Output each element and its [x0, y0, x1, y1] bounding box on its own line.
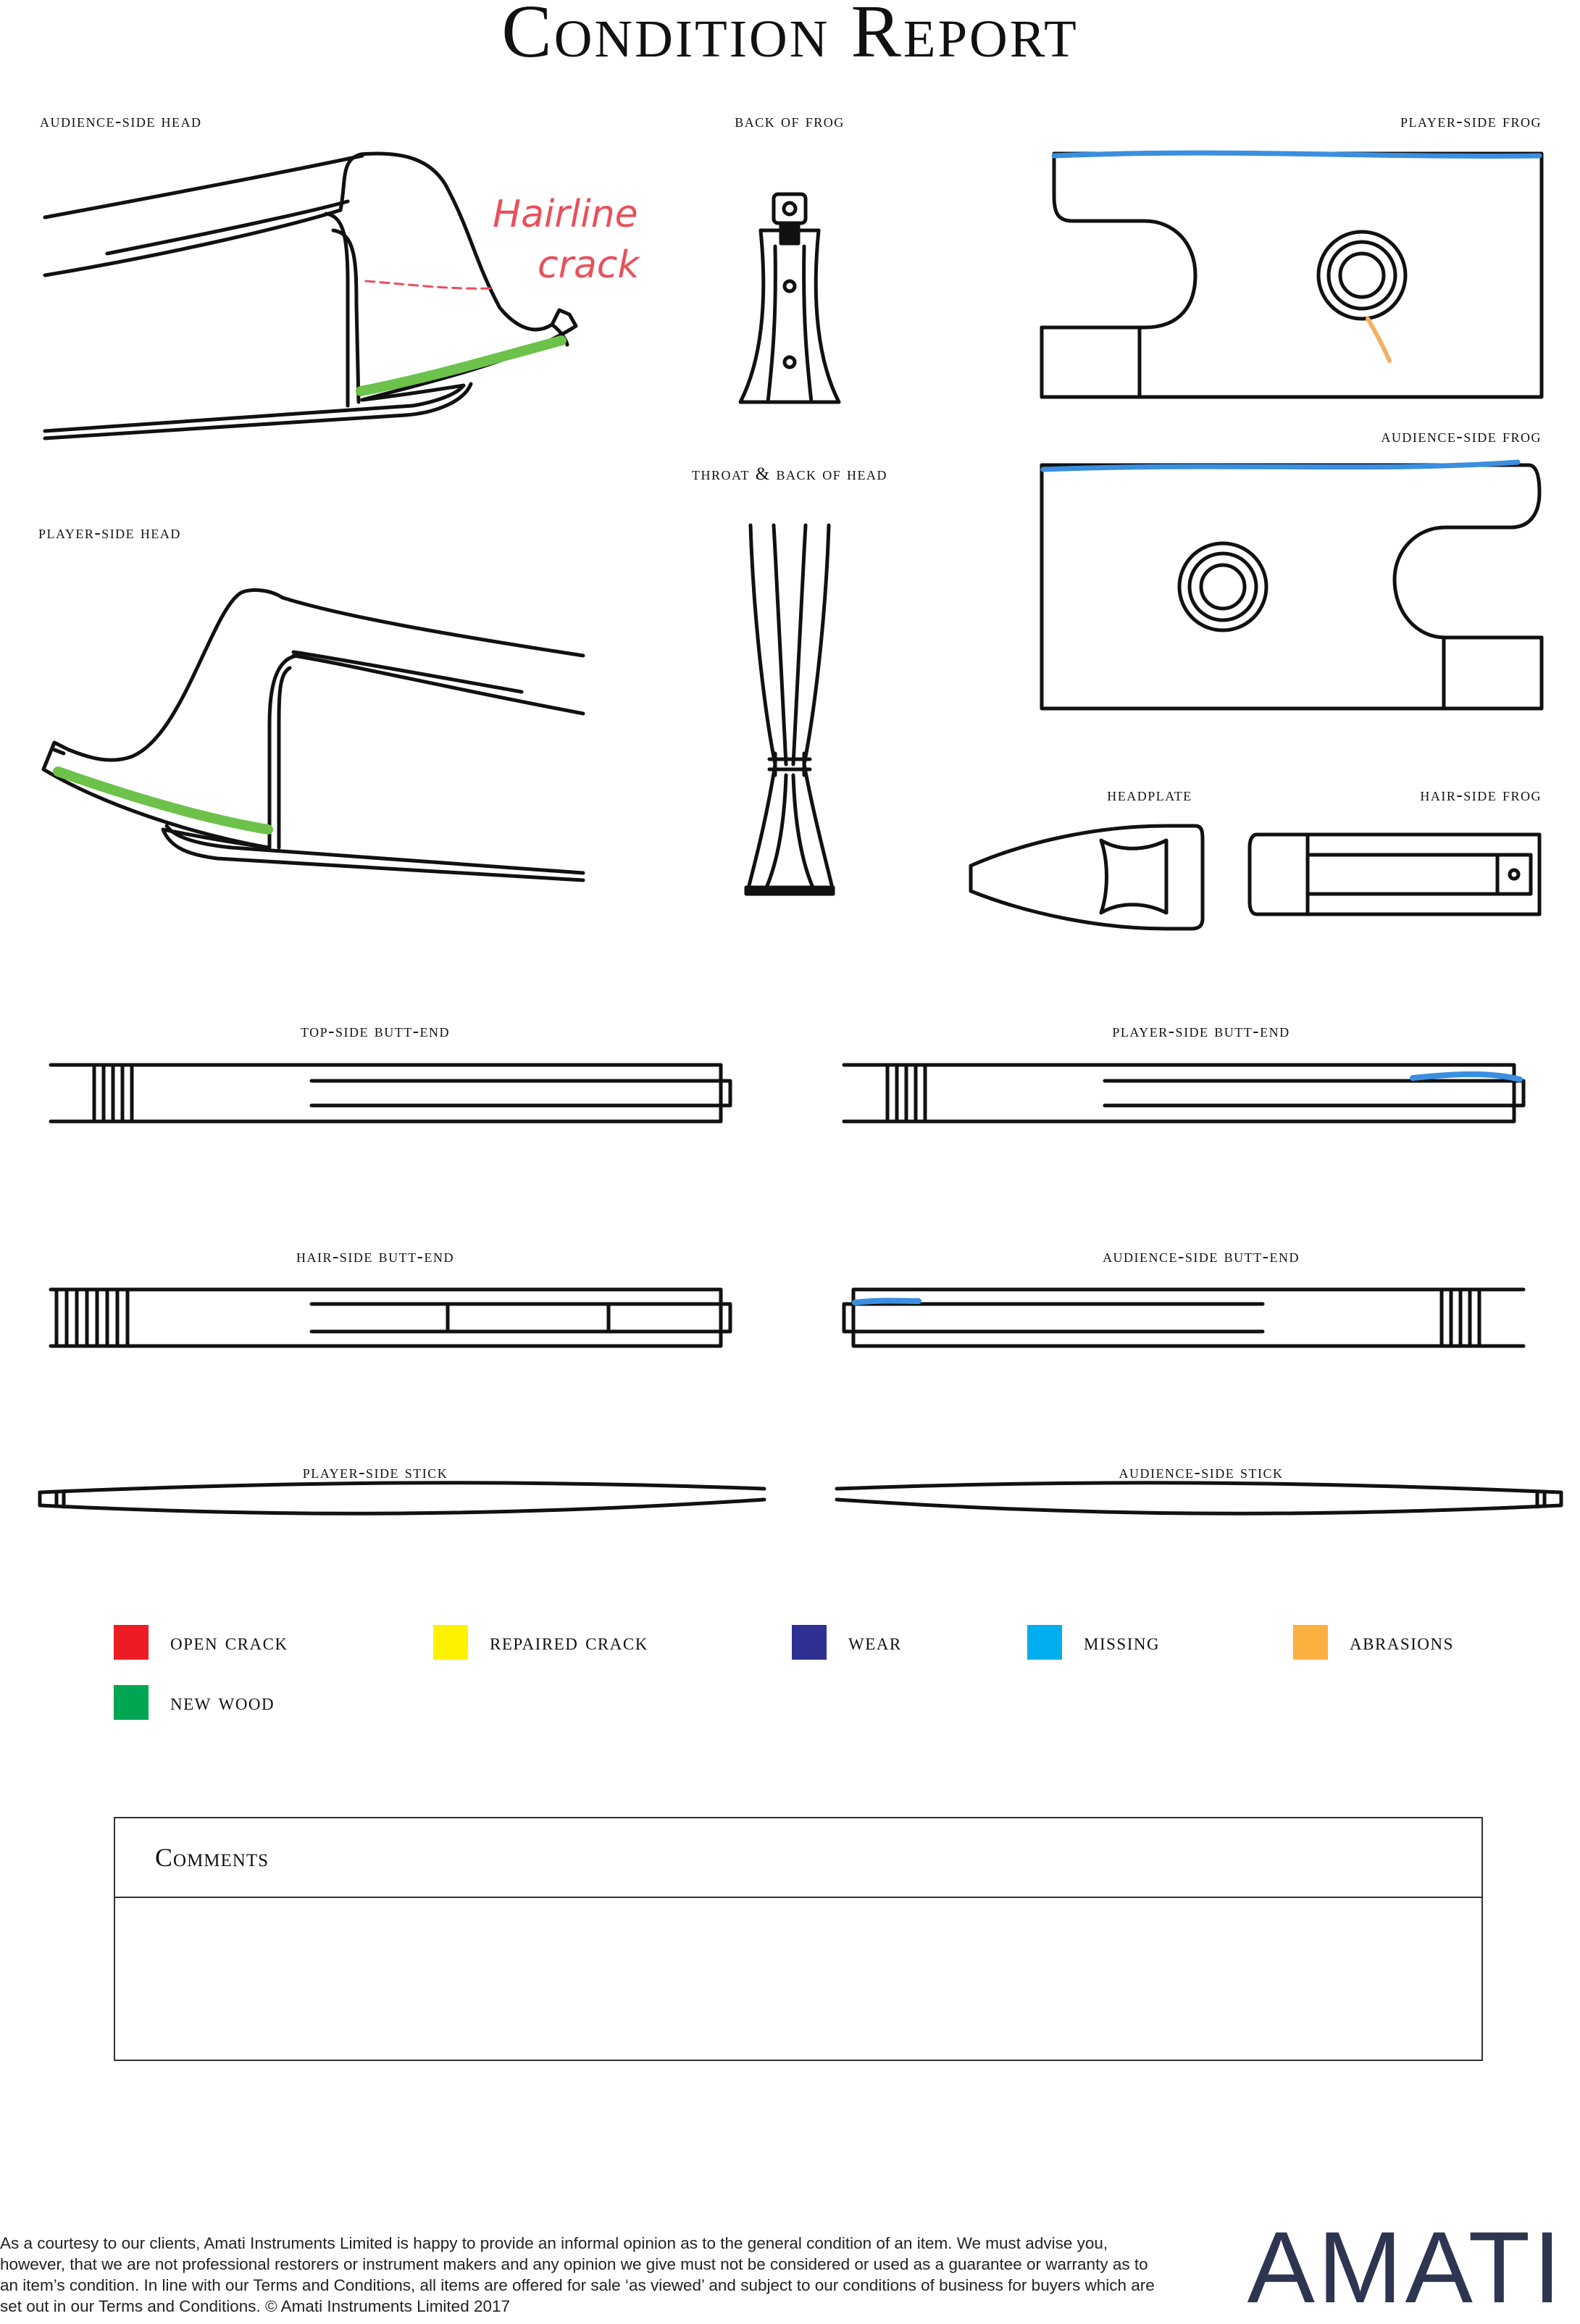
- legend-label: new wood: [170, 1689, 275, 1715]
- legend-wear: [792, 1625, 902, 1660]
- label-top-side-butt-end: top-side butt-end: [300, 1021, 451, 1041]
- label-hair-side-butt-end: hair-side butt-end: [296, 1247, 454, 1266]
- top-side-butt-end-drawing: [51, 1065, 730, 1121]
- missing-mark-audience-butt: [855, 1301, 919, 1303]
- player-side-head-drawing: [43, 590, 583, 880]
- brand-logo: AMATI: [1247, 2210, 1564, 2324]
- label-back-of-frog: back of frog: [735, 112, 845, 131]
- annotation-crack: crack: [538, 243, 640, 287]
- comments-box: [114, 1817, 1483, 2061]
- crack-mark-audience-head: [366, 281, 493, 288]
- label-audience-side-head: audience-side head: [40, 112, 202, 131]
- missing-mark-player-frog: [1054, 153, 1539, 156]
- audience-side-stick-drawing: [837, 1483, 1561, 1513]
- label-player-side-head: player-side head: [38, 523, 181, 543]
- abrasions-swatch: [1293, 1625, 1328, 1660]
- audience-side-frog-drawing: [1042, 465, 1542, 709]
- hair-side-frog-drawing: [1250, 835, 1539, 914]
- legend-label: wear: [848, 1629, 902, 1655]
- label-hair-side-frog: hair-side frog: [1420, 785, 1542, 805]
- comments-body[interactable]: [115, 1898, 1481, 2061]
- open-crack-swatch: [114, 1625, 149, 1660]
- back-of-frog-drawing: [740, 194, 839, 402]
- new-wood-swatch: [114, 1685, 149, 1720]
- repaired-crack-swatch: [433, 1625, 468, 1660]
- legend-label: abrasions: [1350, 1629, 1454, 1655]
- audience-side-butt-end-drawing: [844, 1290, 1523, 1346]
- label-audience-side-stick: audience-side stick: [1119, 1463, 1284, 1482]
- legend-new-wood: [114, 1685, 275, 1720]
- audience-side-head-drawing: [45, 154, 576, 438]
- annotation-hairline: Hairline: [493, 193, 638, 236]
- label-throat-back-of-head: throat & back of head: [692, 464, 887, 484]
- label-headplate: headplate: [1107, 785, 1192, 805]
- label-player-side-butt-end: player-side butt-end: [1112, 1021, 1290, 1041]
- disclaimer-text: As a courtesy to our clients, Amati Instruments Limited is happy to provide an informal opinion as to the general condition of an item. We must advise you, however, that we are not professional restorers or instrument makers and any opinion we give must not be considered or used as a guarantee or warranty as to an item’s condition. In line with our Terms and Conditions, all items are offered for sale ‘as viewed’ and subject to our conditions of business for buyers which are set out in our Terms and Conditions. © Amati Instruments Limited 2017: [0, 2234, 1155, 2315]
- legend-missing: [1027, 1625, 1160, 1660]
- new-wood-mark-audience-head: [361, 340, 561, 391]
- player-side-stick-drawing: [40, 1483, 764, 1513]
- legend-open-crack: [114, 1625, 288, 1660]
- label-audience-side-butt-end: audience-side butt-end: [1103, 1247, 1300, 1266]
- hair-side-butt-end-drawing: [51, 1290, 730, 1346]
- wear-swatch: [792, 1625, 827, 1660]
- legend-repaired-crack: [433, 1625, 648, 1660]
- abrasion-mark-player-frog: [1368, 319, 1389, 361]
- player-side-butt-end-drawing: [844, 1065, 1523, 1121]
- comments-heading: Comments: [115, 1818, 1481, 1898]
- legend-label: repaired crack: [490, 1629, 648, 1655]
- player-side-frog-drawing: [1042, 154, 1542, 397]
- missing-swatch: [1027, 1625, 1062, 1660]
- headplate-drawing: [971, 826, 1203, 929]
- label-player-side-stick: player-side stick: [302, 1463, 448, 1482]
- legend-abrasions: [1293, 1625, 1454, 1660]
- page-title: Condition Report: [501, 0, 1079, 73]
- label-player-side-frog: player-side frog: [1400, 112, 1542, 131]
- legend-label: missing: [1084, 1629, 1161, 1655]
- missing-mark-player-butt: [1413, 1074, 1520, 1079]
- label-audience-side-frog: audience-side frog: [1381, 427, 1542, 446]
- throat-back-of-head-drawing: [746, 525, 833, 894]
- legend-label: open crack: [170, 1629, 288, 1655]
